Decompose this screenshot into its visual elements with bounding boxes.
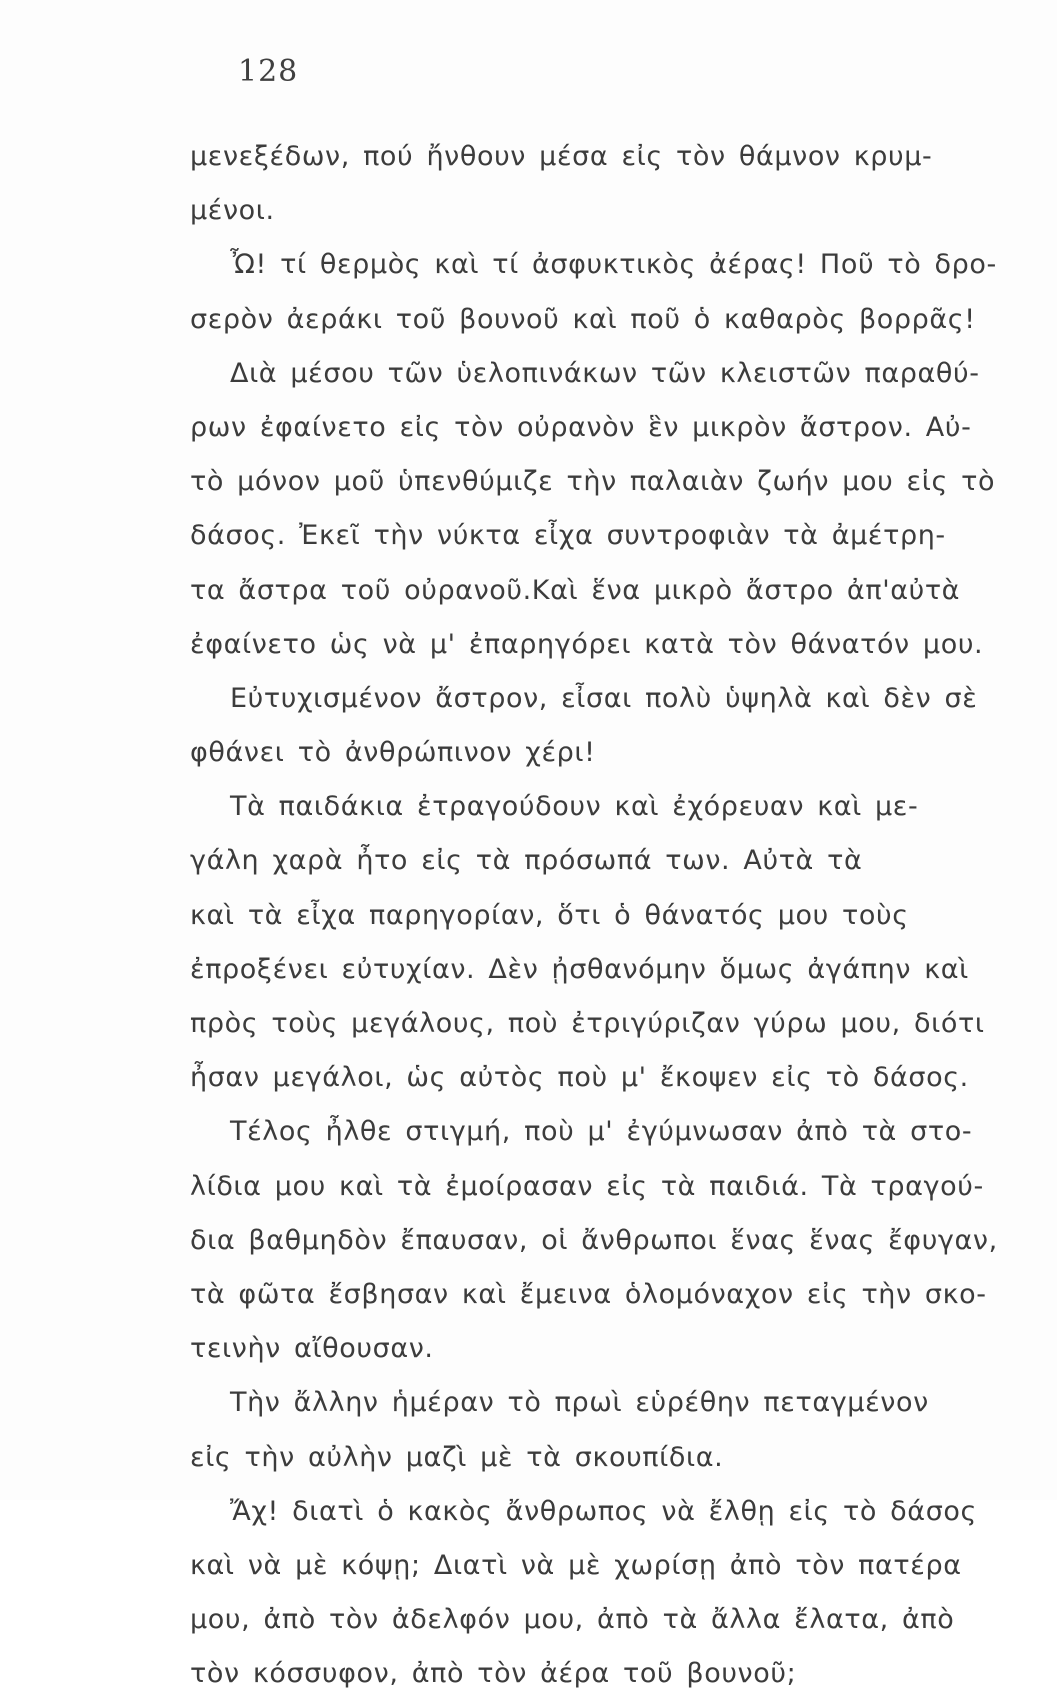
text-line: καὶ νὰ μὲ κόψῃ; Διατὶ νὰ μὲ χωρίσῃ ἀπὸ τὸν πατέρα — [190, 1549, 962, 1581]
text-line: ἦσαν μεγάλοι, ὡς αὐτὸς ποὺ μ' ἔκοψεν εἰς τὸ δάσος. — [190, 1062, 969, 1094]
text-line: τὸ μόνον μοῦ ὑπενθύμιζε τὴν παλαιὰν ζωήν μου εἰς τὸ — [190, 466, 996, 498]
text-line: πρὸς τοὺς μεγάλους, ποὺ ἐτριγύριζαν γύρω μου, διότι — [190, 1008, 985, 1039]
text-line: τὰ φῶτα ἔσβησαν καὶ ἔμεινα ὁλομόναχον εἰς τὴν σκο- — [190, 1278, 987, 1310]
text-line: γάλη χαρὰ ἦτο εἰς τὰ πρόσωπά των. Αὐτὰ τὰ — [190, 845, 863, 877]
text-line: Τὴν ἄλλην ἡμέραν τὸ πρωὶ εὑρέθην πεταγμένον — [230, 1387, 929, 1419]
text-line: Τέλος ἦλθε στιγμή, ποὺ μ' ἐγύμνωσαν ἀπὸ τὰ στο- — [230, 1116, 973, 1148]
text-line: μενεξέδων, πού ἤνθουν μέσα εἰς τὸν θάμνον κρυμ- — [190, 141, 933, 172]
text-line: καὶ τὰ εἶχα παρηγορίαν, ὅτι ὁ θάνατός μου τοὺς — [190, 899, 909, 931]
text-line: δάσος. Ἐκεῖ τὴν νύκτα εἶχα συντροφιὰν τὰ ἀμέτρη- — [190, 520, 946, 552]
text-line: σερὸν ἀεράκι τοῦ βουνοῦ καὶ ποῦ ὁ καθαρὸς βορρᾶς! — [190, 303, 976, 335]
text-line: τεινὴν αἴθουσαν. — [190, 1333, 434, 1365]
text-line: ἐφαίνετο ὡς νὰ μ' ἐπαρηγόρει κατὰ τὸν θάνατόν μου. — [190, 628, 984, 660]
text-line: Διὰ μέσου τῶν ὑελοπινάκων τῶν κλειστῶν παραθύ- — [230, 357, 980, 389]
text-line: Ἄχ! διατὶ ὁ κακὸς ἄνθρωπος νὰ ἔλθῃ εἰς τὸ δάσος — [230, 1495, 977, 1527]
text-line: ρων ἐφαίνετο εἰς τὸν οὐρανὸν ἓν μικρὸν ἄστρον. Αὐ- — [190, 411, 972, 443]
text-line: ἐπροξένει εὐτυχίαν. Δὲν ᾐσθανόμην ὅμως ἀγάπην καὶ — [190, 953, 969, 985]
text-line: εἰς τὴν αὐλὴν μαζὶ μὲ τὰ σκουπίδια. — [190, 1441, 724, 1473]
body-text — [190, 130, 1000, 1701]
text-line: φθάνει τὸ ἀνθρώπινον χέρι! — [190, 737, 596, 769]
text-line: τα ἄστρα τοῦ οὐρανοῦ.Καὶ ἕνα μικρὸ ἄστρο ἀπ'αὐτὰ — [190, 574, 961, 606]
text-line: μου, ἀπὸ τὸν ἀδελφόν μου, ἀπὸ τὰ ἄλλα ἔλατα, ἀπὸ — [190, 1604, 955, 1636]
text-line: λίδια μου καὶ τὰ ἐμοίρασαν εἰς τὰ παιδιά. Τὰ τραγού- — [190, 1170, 984, 1202]
text-line: δια βαθμηδὸν ἔπαυσαν, οἱ ἄνθρωποι ἕνας ἕνας ἔφυγαν, — [190, 1224, 998, 1256]
text-line: μένοι. — [190, 195, 275, 227]
text-line: τὸν κόσσυφον, ἀπὸ τὸν ἀέρα τοῦ βουνοῦ; — [190, 1658, 797, 1690]
text-line: Εὐτυχισμένον ἄστρον, εἶσαι πολὺ ὑψηλὰ καὶ δὲν σὲ — [230, 682, 978, 714]
text-line: Ὦ! τί θερμὸς καὶ τί ἀσφυκτικὸς ἀέρας! Ποῦ τὸ δρο- — [230, 249, 997, 281]
page-number: 128 — [238, 54, 299, 89]
text-line: Τὰ παιδάκια ἐτραγούδουν καὶ ἐχόρευαν καὶ με- — [230, 791, 919, 823]
